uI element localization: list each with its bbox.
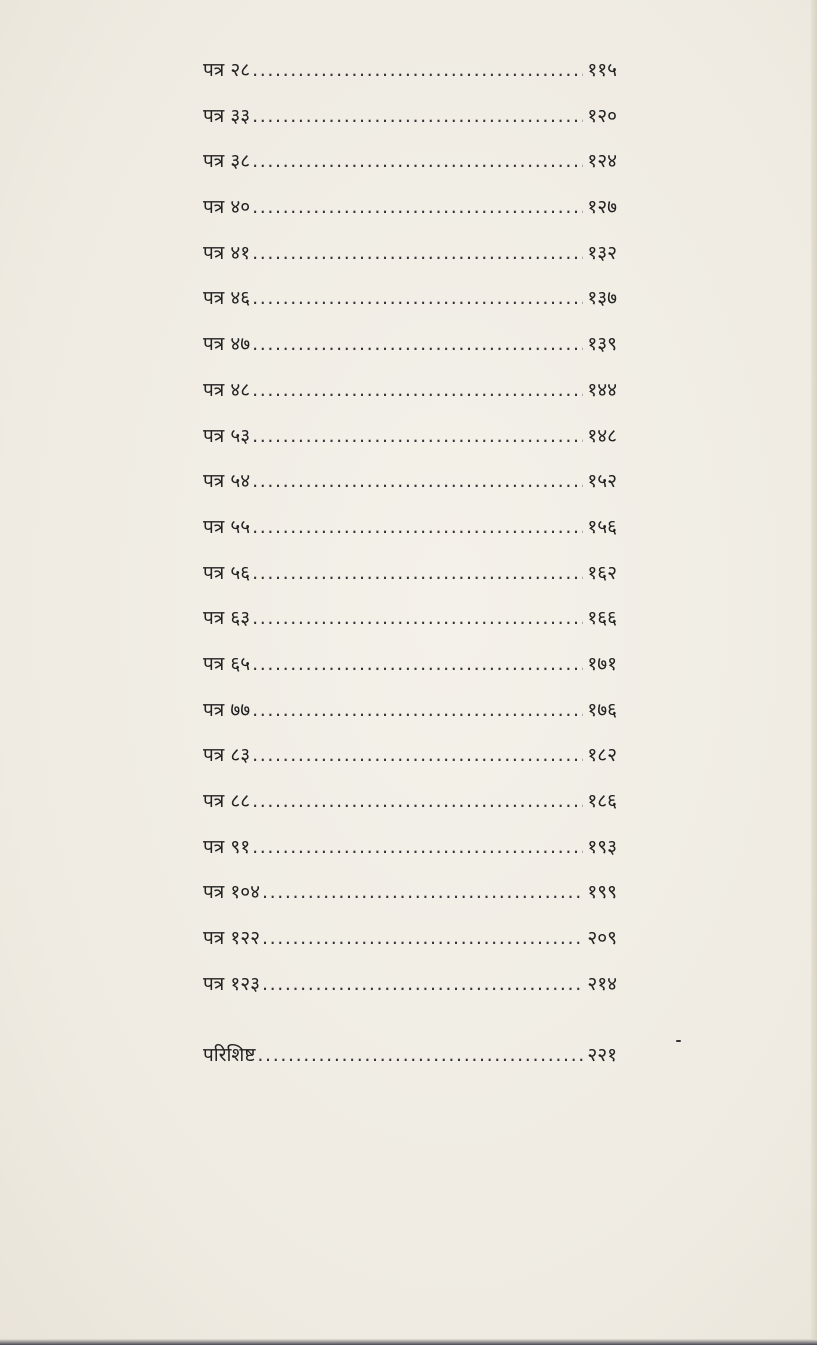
page-bottom-edge — [0, 1339, 817, 1345]
toc-entry-page: १८६ — [587, 790, 617, 812]
toc-entry-page: १६६ — [587, 607, 617, 630]
toc-entry — [203, 414, 617, 460]
toc-entry-page: ११५ — [587, 59, 617, 81]
toc-entry-page: १९३ — [587, 835, 617, 858]
toc-entry-label: पत्र ९१ — [203, 835, 251, 858]
toc-entry-label: पत्र २८ — [203, 59, 251, 81]
dot-leader — [252, 139, 583, 185]
dot-leader — [252, 825, 583, 871]
dot-leader — [262, 962, 583, 1008]
toc-entry-label: पत्र ५३ — [203, 424, 251, 447]
toc-entry — [203, 779, 617, 825]
toc-entry-page: २१४ — [587, 972, 617, 995]
toc-entry — [203, 733, 617, 779]
toc-entry-label: पत्र ८८ — [203, 790, 251, 812]
toc-entry-page: १८२ — [587, 744, 617, 767]
appendix-entry — [203, 1033, 617, 1079]
toc-entry — [203, 688, 617, 734]
appendix-label: परिशिष्ट — [203, 1044, 256, 1066]
toc-entry-label: पत्र ८३ — [203, 744, 251, 767]
dot-leader — [252, 322, 583, 368]
toc-entry — [203, 368, 617, 414]
toc-entry — [203, 551, 617, 597]
dot-leader — [262, 870, 583, 916]
table-of-contents — [203, 48, 617, 1007]
dot-leader — [252, 414, 583, 460]
toc-entry-page: २०९ — [587, 927, 617, 950]
toc-entry-label: पत्र ६३ — [203, 607, 251, 630]
toc-entry-label: पत्र ५५ — [203, 515, 251, 538]
dot-leader — [257, 1033, 583, 1079]
toc-entry — [203, 276, 617, 322]
toc-entry-label: पत्र ३३ — [203, 104, 251, 127]
toc-entry-label: पत्र ६५ — [203, 652, 251, 675]
toc-entry — [203, 505, 617, 551]
toc-entry — [203, 322, 617, 368]
dot-leader — [252, 642, 583, 688]
toc-entry-label: पत्र १२२ — [203, 927, 260, 950]
toc-entry-label: पत्र ४१ — [203, 241, 251, 264]
dot-leader — [252, 231, 583, 277]
toc-entry-page: १६२ — [587, 561, 617, 584]
dot-leader — [252, 779, 583, 825]
toc-entry — [203, 870, 617, 916]
toc-entry-label: पत्र ३८ — [203, 150, 251, 173]
toc-entry-page: १२० — [587, 104, 617, 127]
dot-leader — [252, 733, 583, 779]
toc-entry — [203, 596, 617, 642]
appendix-page: २२१ — [587, 1044, 617, 1066]
toc-entry — [203, 916, 617, 962]
toc-entry — [203, 825, 617, 871]
dot-leader — [262, 916, 583, 962]
toc-entry-page: १७१ — [587, 652, 617, 675]
ink-speck — [676, 1040, 681, 1042]
dot-leader — [252, 48, 583, 94]
dot-leader — [252, 505, 583, 551]
dot-leader — [252, 459, 583, 505]
toc-entry-label: पत्र ४० — [203, 196, 251, 219]
toc-entry-label: पत्र ४८ — [203, 378, 251, 401]
toc-entry — [203, 139, 617, 185]
dot-leader — [252, 596, 583, 642]
toc-entry — [203, 94, 617, 140]
dot-leader — [252, 276, 583, 322]
toc-entry-label: पत्र १०४ — [203, 881, 260, 904]
toc-entry-label: पत्र ४७ — [203, 333, 251, 356]
toc-entry-label: पत्र ४६ — [203, 287, 251, 310]
toc-entry-page: १५२ — [587, 470, 617, 493]
toc-entry-label: पत्र ५४ — [203, 470, 251, 493]
dot-leader — [252, 551, 583, 597]
toc-entry-page: १४८ — [587, 424, 617, 447]
toc-entry-page: १३७ — [587, 287, 617, 310]
toc-entry — [203, 642, 617, 688]
toc-entry-page: १३२ — [587, 241, 617, 264]
toc-entry — [203, 962, 617, 1008]
toc-entry-page: १३९ — [587, 333, 617, 356]
page-right-edge — [811, 0, 817, 1345]
toc-entry-page: १२७ — [587, 196, 617, 219]
toc-entry-label: पत्र ५६ — [203, 561, 251, 584]
toc-entry — [203, 48, 617, 94]
toc-entry-page: १२४ — [587, 150, 617, 173]
dot-leader — [252, 94, 583, 140]
toc-entry-label: पत्र ७७ — [203, 698, 251, 721]
toc-entry — [203, 231, 617, 277]
toc-entry-page: १४४ — [587, 378, 617, 401]
dot-leader — [252, 368, 583, 414]
toc-entry — [203, 185, 617, 231]
toc-entry-page: १७६ — [587, 698, 617, 721]
toc-entry-label: पत्र १२३ — [203, 972, 260, 995]
toc-entry — [203, 459, 617, 505]
toc-entry-page: १९९ — [587, 881, 617, 904]
toc-entry-page: १५६ — [587, 515, 617, 538]
dot-leader — [252, 688, 583, 734]
dot-leader — [252, 185, 583, 231]
